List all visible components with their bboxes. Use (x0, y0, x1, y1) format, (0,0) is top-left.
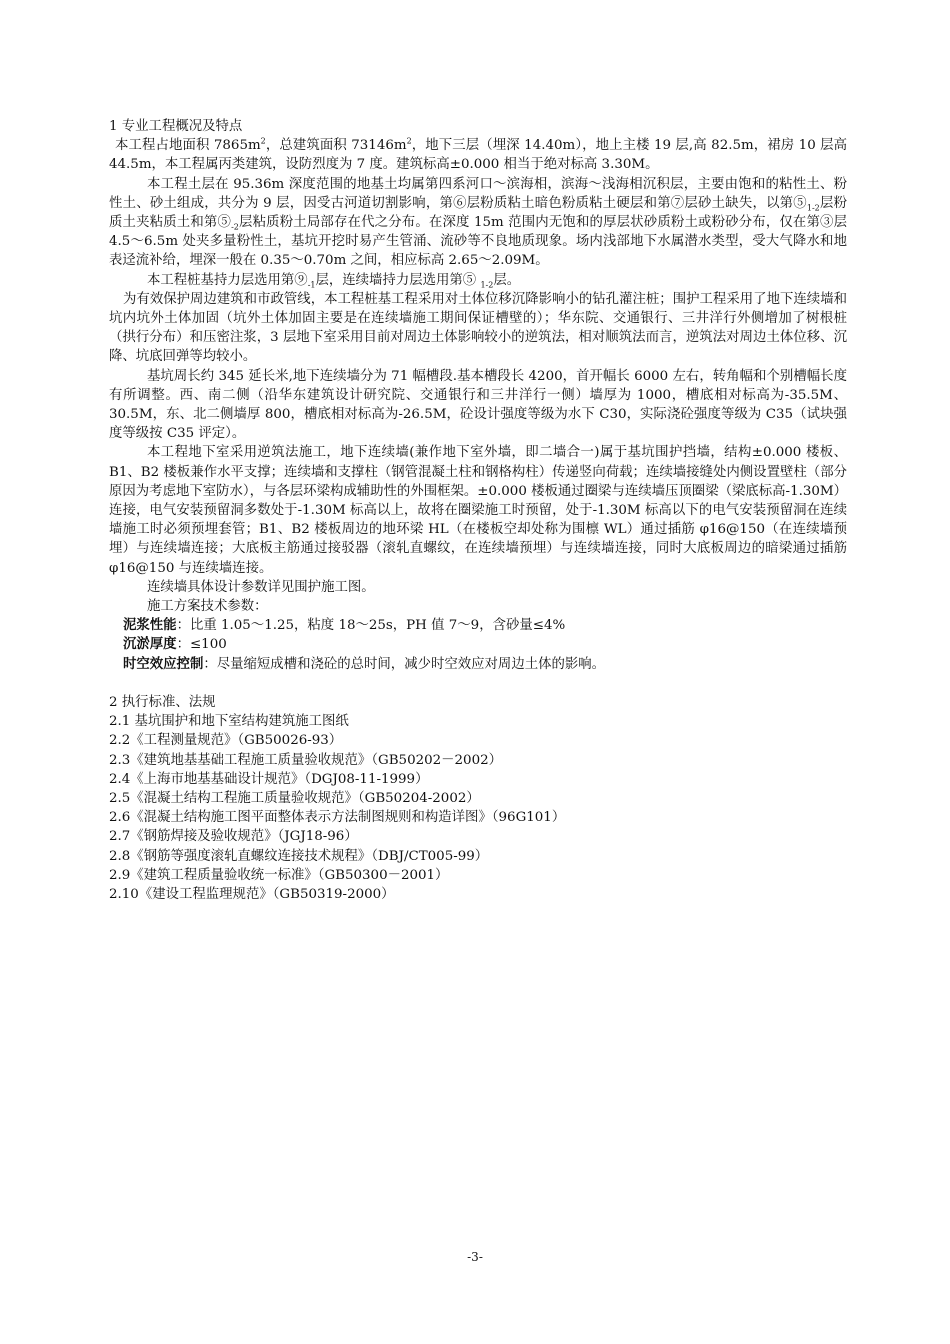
paragraph-basement: 本工程地下室采用逆筑法施工，地下连续墙(兼作地下室外墙，即二墙合一)属于基坑围护挡墙，结构±0.000 楼板、B1、B2 楼板兼作水平支撑；连续墙和支撑柱（钢管混凝土柱和钢格构柱）传递竖向荷载；连续墙接缝处内侧设置壁柱（部分原因为考虑地下室防水），与各层环梁构成辅助性的外围框架。±0.000 楼板通过圈梁与连续墙压顶圈梁（梁底标高-1.30M）连接，电气安装预留洞多数处于-1.30M 标高以上，故将在圈梁施工时预留，处于-1.30M 标高以下的电气安装预留洞在连续墙施工时必须预埋套管；B1、B2 楼板周边的地环梁 HL（在楼板空却处称为围檩 WL）通过插筋 φ16@150（在连续墙预埋）与连续墙连接；大底板主筋通过接驳器（滚轧直螺纹，在连续墙预埋）与连续墙连接，同时大底板周边的暗梁通过插筋 φ16@150 与连续墙连接。 (109, 445, 847, 576)
param-time-space: 时空效应控制：尽量缩短成槽和浇砼的总时间，减少时空效应对周边土体的影响。 (123, 655, 606, 672)
page-number: -3- (467, 1250, 483, 1264)
param-sediment: 沉淤厚度：≤100 (123, 636, 227, 653)
list-item: 2.2《工程测量规范》（GB50026-93） (109, 733, 343, 749)
paragraph-tech-params: 施工方案技术参数： (147, 599, 268, 615)
paragraph-bearing-layer: 本工程桩基持力层选用第$⑨_{-1}$层，连续墙持力层选用第⑤ $_{1-2}$层。 (147, 272, 521, 290)
document-page (109, 117, 847, 904)
paragraph-soil: 本工程土层在 95.36m 深度范围的地基土均属第四系河口～滨海相，滨海～浅海相沉积层，主要由饱和的粘性土、粉性土、砂土组成，共分为 9 层，因受古河道切割影响，第⑥层粉质粘土暗色粉质粘土硬层和第⑦层砂土缺失，以第$⑤_{1-2}$层粉质土夹粘质土和第$⑤_{-2}$层粘质粉土局部存在代之分布。在深度 15m 范围内无饱和的厚层状砂质粉土或粉砂分布，仅在第③层 4.5～6.5m 处夹多量粉性土，基坑开挖时易产生管涌、流砂等不良地质现象。场内浅部地下水属潜水类型，受大气降水和地表迳流补给，埋深一般在 0.35～0.70m 之间，相应标高 2.65～2.09M。 (109, 176, 848, 269)
list-item: 2.5《混凝土结构工程施工质量验收规范》（GB50204-2002） (109, 790, 480, 806)
section-1-heading: 1 专业工程概况及特点 (109, 119, 243, 134)
list-item: 2.7《钢筋焊接及验收规范》（JGJ18-96） (109, 829, 358, 845)
paragraph-protection: 为有效保护周边建筑和市政管线，本工程桩基工程采用对土体位移沉降影响小的钻孔灌注桩；围护工程采用了地下连续墙和坑内坑外土体加固（坑外土体加固主要是在连续墙施工期间保证槽壁的）；华东院、交通银行、三井洋行外侧增加了树根桩（拱行分布）和压密注浆，3 层地下室采用目前对周边土体影响较小的逆筑法，相对顺筑法而言，逆筑法对周边土体位移、沉降、坑底回弹等均较小。 (109, 291, 847, 365)
list-item: 2.3《建筑地基基础工程施工质量验收规范》（GB50202－2002） (109, 752, 503, 768)
paragraph-perimeter: 基坑周长约 345 延长米,地下连续墙分为 71 幅槽段.基本槽段长 4200，首开幅长 6000 左右，转角幅和个别槽幅长度有所调整。西、南二侧（沿华东建筑设计研究院、交通银行和三井洋行一侧）墙厚为 1000，槽底相对标高为-35.5M、30.5M，东、北二侧墙厚 800，槽底相对标高为-26.5M，砼设计强度等级为水下 C30，实际浇砼强度等级为 C35（试块强度等级按 C35 评定）。 (109, 368, 847, 442)
paragraph-overview: 本工程占地面积 $7865m^2$，总建筑面积 $73146m^2$，地下三层（埋深 14.40m），地上主楼 19 层,高 82.5m，裙房 10 层高 44.5m，本工程属丙类建筑，设防烈度为 7 度。建筑标高±0.000 相当于绝对标高 3.30M。 (109, 136, 847, 173)
list-item: 2.6《混凝土结构施工图平面整体表示方法制图规则和构造详图》（96G101） (109, 810, 566, 826)
standards-list (109, 712, 847, 904)
list-item: 2.1 基坑围护和地下室结构建筑施工图纸 (109, 714, 349, 730)
list-item: 2.10《建设工程监理规范》（GB50319-2000） (109, 886, 395, 902)
list-item: 2.4《上海市地基基础设计规范》（DGJ08-11-1999） (109, 771, 429, 787)
paragraph-design-params: 连续墙具体设计参数详见围护施工图。 (147, 579, 375, 595)
list-item: 2.9《建筑工程质量验收统一标准》（GB50300－2001） (109, 867, 449, 883)
list-item: 2.8《钢筋等强度滚轧直螺纹连接技术规程》（DBJ/CT005-99） (109, 848, 489, 864)
param-slurry: 泥浆性能：比重 1.05～1.25，粘度 18～25s，PH 值 7～9，含砂量≤4% (123, 617, 566, 634)
section-2-heading: 2 执行标准、法规 (109, 694, 216, 710)
